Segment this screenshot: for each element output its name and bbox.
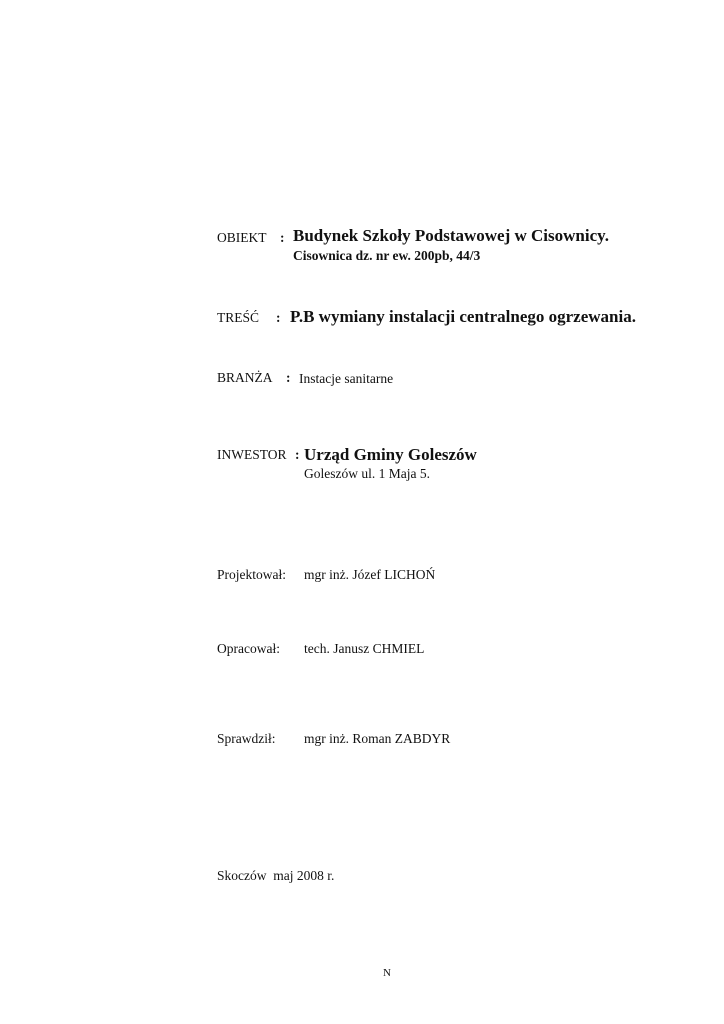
inwestor-label: INWESTOR [217,447,287,462]
page-mark: N [383,967,391,979]
opracowal-value: tech. Janusz CHMIEL [304,641,425,656]
place-date: Skoczów maj 2008 r. [217,868,335,883]
tresc-colon: : [276,310,281,325]
obiekt-subtitle: Cisownica dz. nr ew. 200pb, 44/3 [293,248,481,263]
opracowal-label: Opracował: [217,641,280,656]
tresc-label: TREŚĆ [217,310,260,325]
sprawdzil-label: Sprawdził: [217,731,276,746]
tresc-title: P.B wymiany instalacji centralnego ogrzewania. [290,307,636,326]
inwestor-colon: : [295,447,300,462]
inwestor-title: Urząd Gminy Goleszów [304,445,477,464]
projektowal-value: mgr inż. Józef LICHOŃ [304,567,436,582]
obiekt-title: Budynek Szkoły Podstawowej w Cisownicy. [293,226,609,245]
obiekt-label: OBIEKT [217,230,267,245]
sprawdzil-value: mgr inż. Roman ZABDYR [304,731,451,746]
branza-colon: : [286,370,291,385]
branza-value: Instacje sanitarne [299,371,394,386]
projektowal-label: Projektował: [217,567,286,582]
branza-label: BRANŻA [217,370,273,385]
inwestor-address: Goleszów ul. 1 Maja 5. [304,466,430,481]
obiekt-colon: : [280,230,285,245]
